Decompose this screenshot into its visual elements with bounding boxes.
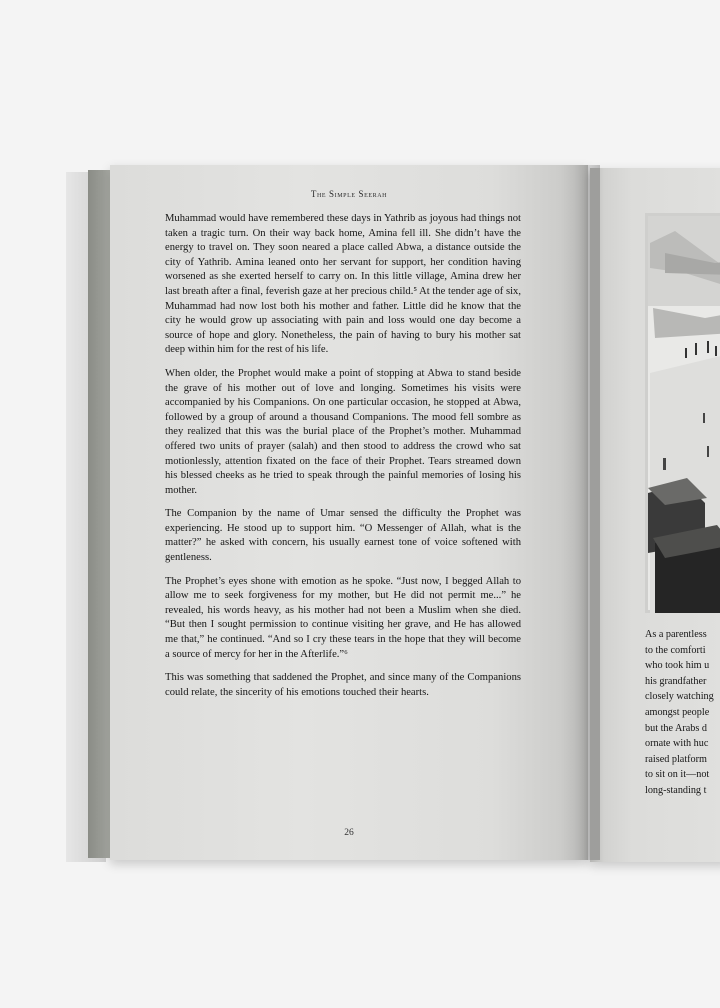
book-spine-shadow xyxy=(560,165,600,860)
text-line: who took him u xyxy=(645,660,710,672)
text-line: closely watching xyxy=(645,691,714,703)
text-line: raised platform xyxy=(645,753,707,765)
paragraph: The Companion by the name of Umar sensed the difficulty the Prophet was experiencing. He stood up to support him. “O Messenger of Allah, what is the matter?” he asked with concern, his usually earnest tone of voice softened with gentleness. xyxy=(165,508,521,564)
text-line: to the comforti xyxy=(645,644,706,656)
paragraph: The Prophet’s eyes shone with emotion as he spoke. “Just now, I begged Allah to allow me to seek forgiveness for my mother, but He did not permit me...” he revealed, his words heavy, as his mother had not been a Muslim when she died. “But then I sought permission to continue visiting her grave, and He has allowed me that,” he continued. “And so I cry these tears in the hope that they will become a source of mercy for her in the Afterlife.”⁶ xyxy=(165,575,521,660)
text-line: long-standing t xyxy=(645,784,707,796)
paragraph: When older, the Prophet would make a point of stopping at Abwa to stand beside the grave of his mother out of love and longing. Sometimes his visits were accompanied by his Companions. On one particular occasion, he stopped at Abwa, followed by a group of around a thousand Companions. The mood fell sombre as they realized that this was the burial place of the Prophet’s mother. Muhammad offered two units of prayer (salah) and then stood to address the crowd who sat motionlessly, attention fixated on the face of their Prophet. Tears streamed down his blessed cheeks as he tried to speak through the painful memories of losing his mother. xyxy=(165,367,521,496)
page-number: 26 xyxy=(344,828,354,838)
text-line: ornate with huc xyxy=(645,738,709,750)
paragraph: Muhammad would have remembered these days in Yathrib as joyous had things not taken a tragic turn. On their way back home, Amina fell ill. She didn’t have the energy to travel on. They soon neared a place called Abwa, a distance outside the city of Yathrib. Amina leaned onto her servant for support, her condition having worsened as she exerted herself to carry on. In this little village, Amina drew her last breath after a final, feverish gaze at her precious child.⁵ At the tender age of six, Muhammad had now lost both his mother and father. Little did he know that the city he would grow up associating with pain and loss would one day become a source of hope and glory. Nonetheless, the pain of having to bury his mother sat deep within him for the rest of his life. xyxy=(165,213,521,356)
text-line: his grandfather xyxy=(645,675,707,687)
body-text xyxy=(165,212,521,709)
running-head: The Simple Seerah xyxy=(310,189,388,199)
paragraph: This was something that saddened the Prophet, and since many of the Companions could relate, the sincerity of his emotions touched their hearts. xyxy=(165,672,521,698)
text-line: As a parentless xyxy=(645,629,707,640)
right-page-text xyxy=(645,627,720,799)
text-line: amongst people xyxy=(645,706,710,718)
page-edges xyxy=(88,170,112,858)
text-line: but the Arabs d xyxy=(645,722,707,734)
text-line: to sit on it—not xyxy=(645,769,710,781)
illustration-image xyxy=(645,213,720,613)
